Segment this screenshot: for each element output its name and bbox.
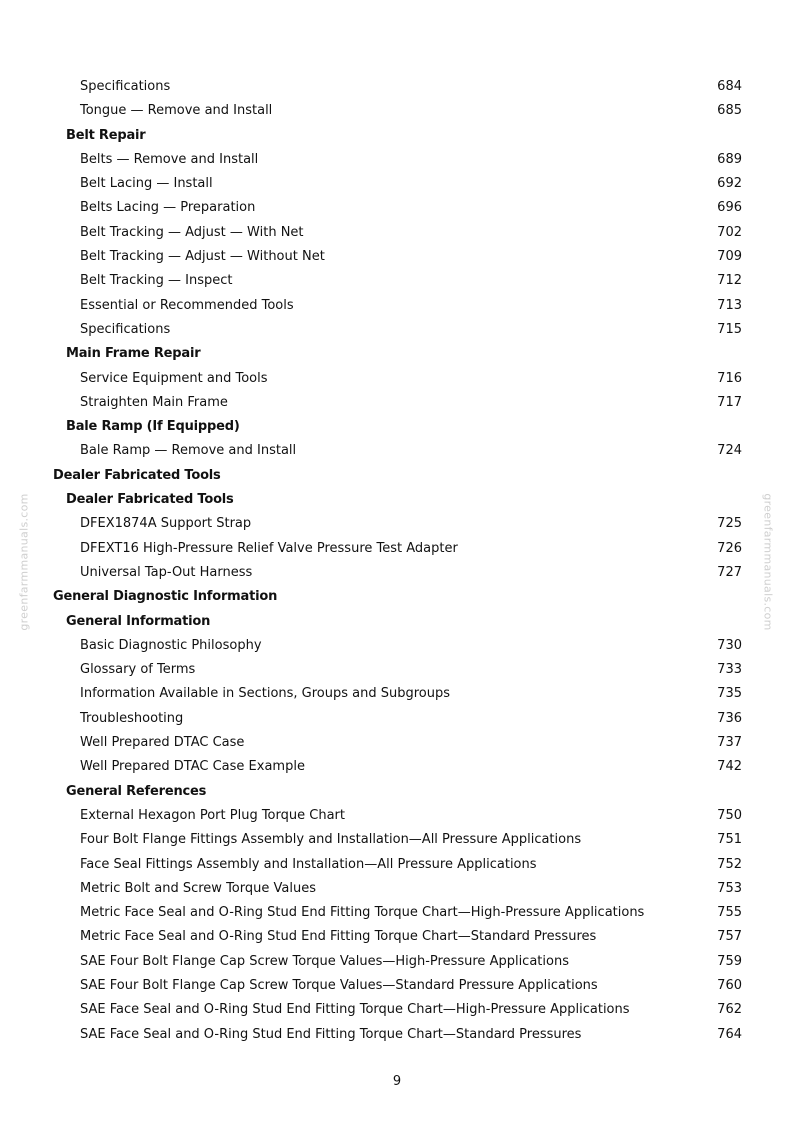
toc-entry-title: Troubleshooting [80, 710, 184, 726]
toc-entry-page: 726 [717, 540, 742, 556]
toc-entry[interactable] [0, 731, 794, 755]
toc-entry-title: Basic Diagnostic Philosophy [80, 637, 262, 653]
toc-entry-title: Bale Ramp (If Equipped) [66, 419, 240, 435]
toc-entry-page: 712 [717, 273, 742, 289]
toc-entry[interactable] [0, 804, 794, 828]
toc-entry-page: 713 [717, 297, 742, 313]
toc-entry[interactable] [0, 245, 794, 269]
page-number: 9 [392, 1074, 402, 1089]
toc-entry[interactable] [0, 877, 794, 901]
toc-entry-page: 742 [717, 759, 742, 775]
toc-entry-title: Belt Tracking — Inspect [80, 273, 233, 289]
toc-entry-title: SAE Face Seal and O-Ring Stud End Fitting Torque Chart—Standard Pressures [80, 1026, 582, 1042]
toc-entry-page: 724 [717, 443, 742, 459]
toc-entry-title: DFEXT16 High-Pressure Relief Valve Pressure Test Adapter [80, 540, 458, 556]
toc-entry-title: Belt Repair [66, 127, 146, 143]
toc-entry[interactable] [0, 196, 794, 220]
toc-entry-title: Belt Tracking — Adjust — With Net [80, 224, 304, 240]
toc-entry[interactable] [0, 828, 794, 852]
toc-entry-title: Belts — Remove and Install [80, 151, 259, 167]
toc-entry-title: Four Bolt Flange Fittings Assembly and Installation—All Pressure Applications [80, 832, 582, 848]
toc-entry[interactable] [0, 998, 794, 1022]
toc-entry[interactable] [0, 658, 794, 682]
toc-entry-title: Tongue — Remove and Install [80, 103, 273, 119]
toc-entry-page: 752 [717, 856, 742, 872]
toc-entry[interactable] [0, 901, 794, 925]
toc-entry-title: Belt Lacing — Install [80, 176, 213, 192]
toc-entry[interactable] [0, 148, 794, 172]
toc-entry[interactable] [0, 853, 794, 877]
toc-entry-page: 727 [717, 564, 742, 580]
toc-entry-title: General Information [66, 613, 211, 629]
toc-entry[interactable] [0, 974, 794, 998]
toc-entry-title: SAE Face Seal and O-Ring Stud End Fitting Torque Chart—High-Pressure Applications [80, 1002, 630, 1018]
toc-entry[interactable] [0, 707, 794, 731]
toc-entry[interactable] [0, 682, 794, 706]
toc-entry-page: 717 [717, 394, 742, 410]
toc-entry[interactable] [0, 950, 794, 974]
toc-entry-page: 730 [717, 637, 742, 653]
toc-entry-title: Belt Tracking — Adjust — Without Net [80, 249, 325, 265]
toc-entry-page: 685 [717, 103, 742, 119]
toc-entry-page: 696 [717, 200, 742, 216]
toc-entry-page: 753 [717, 880, 742, 896]
toc-entry-title: Metric Face Seal and O-Ring Stud End Fitting Torque Chart—Standard Pressures [80, 929, 597, 945]
toc-entry-page: 755 [717, 905, 742, 921]
toc-entry-title: External Hexagon Port Plug Torque Chart [80, 807, 345, 823]
toc-entry-title: Face Seal Fittings Assembly and Installation—All Pressure Applications [80, 856, 537, 872]
toc-entry[interactable] [0, 1023, 794, 1047]
toc-entry-title: Essential or Recommended Tools [80, 297, 294, 313]
toc-subsection-heading [0, 124, 794, 148]
toc-entry[interactable] [0, 755, 794, 779]
toc-entry-title: DFEX1874A Support Strap [80, 516, 252, 532]
toc-entry-page: 764 [717, 1026, 742, 1042]
toc-entry[interactable] [0, 925, 794, 949]
toc-entry-title: Information Available in Sections, Groups and Subgroups [80, 686, 451, 702]
toc-entry-page: 760 [717, 977, 742, 993]
toc-entry-page: 725 [717, 516, 742, 532]
toc-entry-title: Glossary of Terms [80, 662, 196, 678]
toc-entry[interactable] [0, 99, 794, 123]
toc-entry-title: Universal Tap-Out Harness [80, 564, 253, 580]
toc-entry-title: Metric Bolt and Screw Torque Values [80, 880, 316, 896]
toc-entry[interactable] [0, 294, 794, 318]
toc-entry[interactable] [0, 439, 794, 463]
toc-entry-title: Specifications [80, 79, 171, 94]
toc-entry-title: Service Equipment and Tools [80, 370, 268, 386]
toc-subsection-heading [0, 488, 794, 512]
toc-entry[interactable] [0, 172, 794, 196]
toc-entry-page: 715 [717, 321, 742, 337]
toc-entry[interactable] [0, 391, 794, 415]
toc-entry-page: 735 [717, 686, 742, 702]
toc-entry[interactable] [0, 367, 794, 391]
toc-entry[interactable] [0, 537, 794, 561]
watermark-right: greenfarmmanuals.com [761, 493, 775, 631]
toc-entry[interactable] [0, 75, 794, 99]
toc-entry-title: Metric Face Seal and O-Ring Stud End Fitting Torque Chart—High-Pressure Applications [80, 905, 645, 921]
toc-entry-page: 709 [717, 249, 742, 265]
toc-entry-title: SAE Four Bolt Flange Cap Screw Torque Values—High-Pressure Applications [80, 953, 569, 969]
toc-subsection-heading [0, 415, 794, 439]
toc-entry-page: 757 [717, 929, 742, 945]
toc-subsection-heading [0, 780, 794, 804]
toc-entry-page: 702 [717, 224, 742, 240]
toc-entry-title: Dealer Fabricated Tools [53, 467, 221, 483]
toc-entry-title: Well Prepared DTAC Case Example [80, 759, 305, 775]
toc-entry-title: Belts Lacing — Preparation [80, 200, 256, 216]
toc-entry[interactable] [0, 269, 794, 293]
toc-entry-title: Specifications [80, 321, 171, 337]
toc-entry[interactable] [0, 318, 794, 342]
toc-entry-page: 733 [717, 662, 742, 678]
toc-entry-title: Straighten Main Frame [80, 394, 228, 410]
toc-entry-title: Bale Ramp — Remove and Install [80, 443, 297, 459]
toc-entry-page: 684 [717, 79, 742, 94]
toc-entry[interactable] [0, 512, 794, 536]
toc-entry-page: 759 [717, 953, 742, 969]
toc-entry-page: 750 [717, 807, 742, 823]
toc-entry-page: 716 [717, 370, 742, 386]
toc-entry-title: Well Prepared DTAC Case [80, 735, 245, 751]
toc-entry-title: General References [66, 783, 207, 799]
toc-entry[interactable] [0, 634, 794, 658]
toc-entry[interactable] [0, 221, 794, 245]
toc-entry-page: 762 [717, 1002, 742, 1018]
toc-entry-title: General Diagnostic Information [53, 589, 278, 605]
toc-section-heading [0, 464, 794, 488]
toc-section-heading [0, 585, 794, 609]
toc-entry-page: 692 [717, 176, 742, 192]
toc-entry-page: 736 [717, 710, 742, 726]
toc-entry-page: 689 [717, 151, 742, 167]
table-of-contents [0, 75, 794, 1047]
watermark-left: greenfarmmanuals.com [17, 493, 31, 631]
toc-entry-title: Dealer Fabricated Tools [66, 492, 234, 508]
toc-subsection-heading [0, 610, 794, 634]
toc-subsection-heading [0, 342, 794, 366]
toc-entry-page: 751 [717, 832, 742, 848]
toc-entry-page: 737 [717, 735, 742, 751]
toc-entry-title: SAE Four Bolt Flange Cap Screw Torque Values—Standard Pressure Applications [80, 977, 598, 993]
toc-entry-title: Main Frame Repair [66, 346, 201, 362]
toc-entry[interactable] [0, 561, 794, 585]
